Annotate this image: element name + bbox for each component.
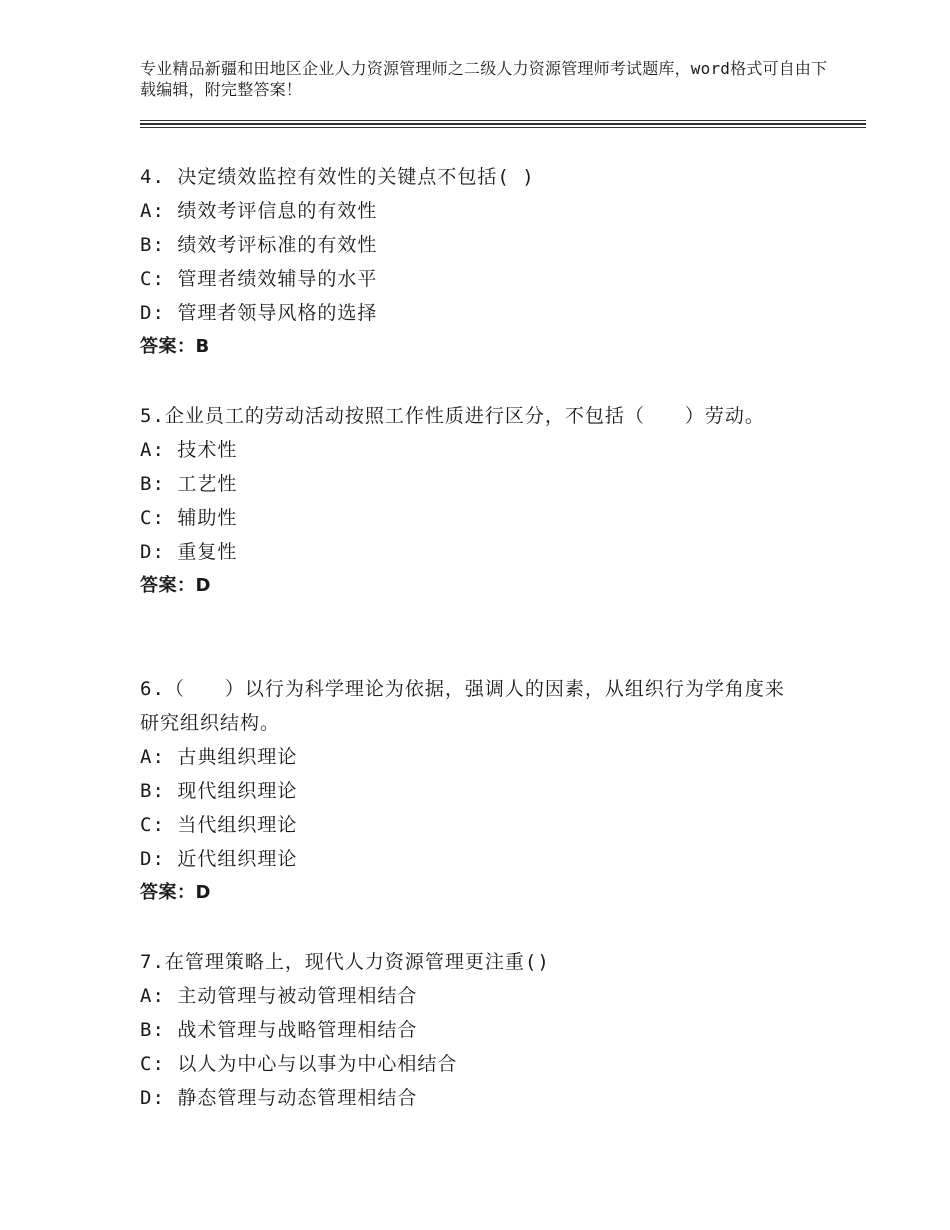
option-b: B: 战术管理与战略管理相结合 <box>140 1019 418 1041</box>
question-stem: 4. 决定绩效监控有效性的关键点不包括( ) <box>140 166 535 188</box>
header-divider-top <box>140 120 866 121</box>
question-6 <box>140 672 790 910</box>
option-c: C: 辅助性 <box>140 507 238 529</box>
option-a: A: 技术性 <box>140 439 238 461</box>
option-d: D: 近代组织理论 <box>140 848 298 870</box>
option-c: C: 以人为中心与以事为中心相结合 <box>140 1053 458 1075</box>
question-5 <box>140 399 790 603</box>
question-stem: 6.（ ）以行为科学理论为依据，强调人的因素，从组织行为学角度来研究组织结构。 <box>140 678 785 734</box>
document-header: 专业精品新疆和田地区企业人力资源管理师之二级人力资源管理师考试题库，word格式可自由下载编辑，附完整答案！ <box>140 59 828 99</box>
option-c: C: 当代组织理论 <box>140 814 298 836</box>
header-divider-bottom <box>140 127 866 128</box>
answer-line: 答案：D <box>140 575 211 596</box>
option-a: A: 绩效考评信息的有效性 <box>140 200 378 222</box>
question-stem: 7.在管理策略上，现代人力资源管理更注重() <box>140 951 550 973</box>
option-d: D: 管理者领导风格的选择 <box>140 302 378 324</box>
option-b: B: 现代组织理论 <box>140 780 298 802</box>
question-4 <box>140 160 790 364</box>
option-b: B: 工艺性 <box>140 473 238 495</box>
header-divider-middle <box>140 123 866 125</box>
answer-line: 答案：B <box>140 336 210 357</box>
option-b: B: 绩效考评标准的有效性 <box>140 234 378 256</box>
option-c: C: 管理者绩效辅导的水平 <box>140 268 378 290</box>
answer-line: 答案：D <box>140 882 211 903</box>
question-stem: 5.企业员工的劳动活动按照工作性质进行区分，不包括（ ）劳动。 <box>140 405 765 427</box>
option-d: D: 静态管理与动态管理相结合 <box>140 1087 418 1109</box>
option-a: A: 古典组织理论 <box>140 746 298 768</box>
option-d: D: 重复性 <box>140 541 238 563</box>
option-a: A: 主动管理与被动管理相结合 <box>140 985 418 1007</box>
question-7 <box>140 945 790 1115</box>
